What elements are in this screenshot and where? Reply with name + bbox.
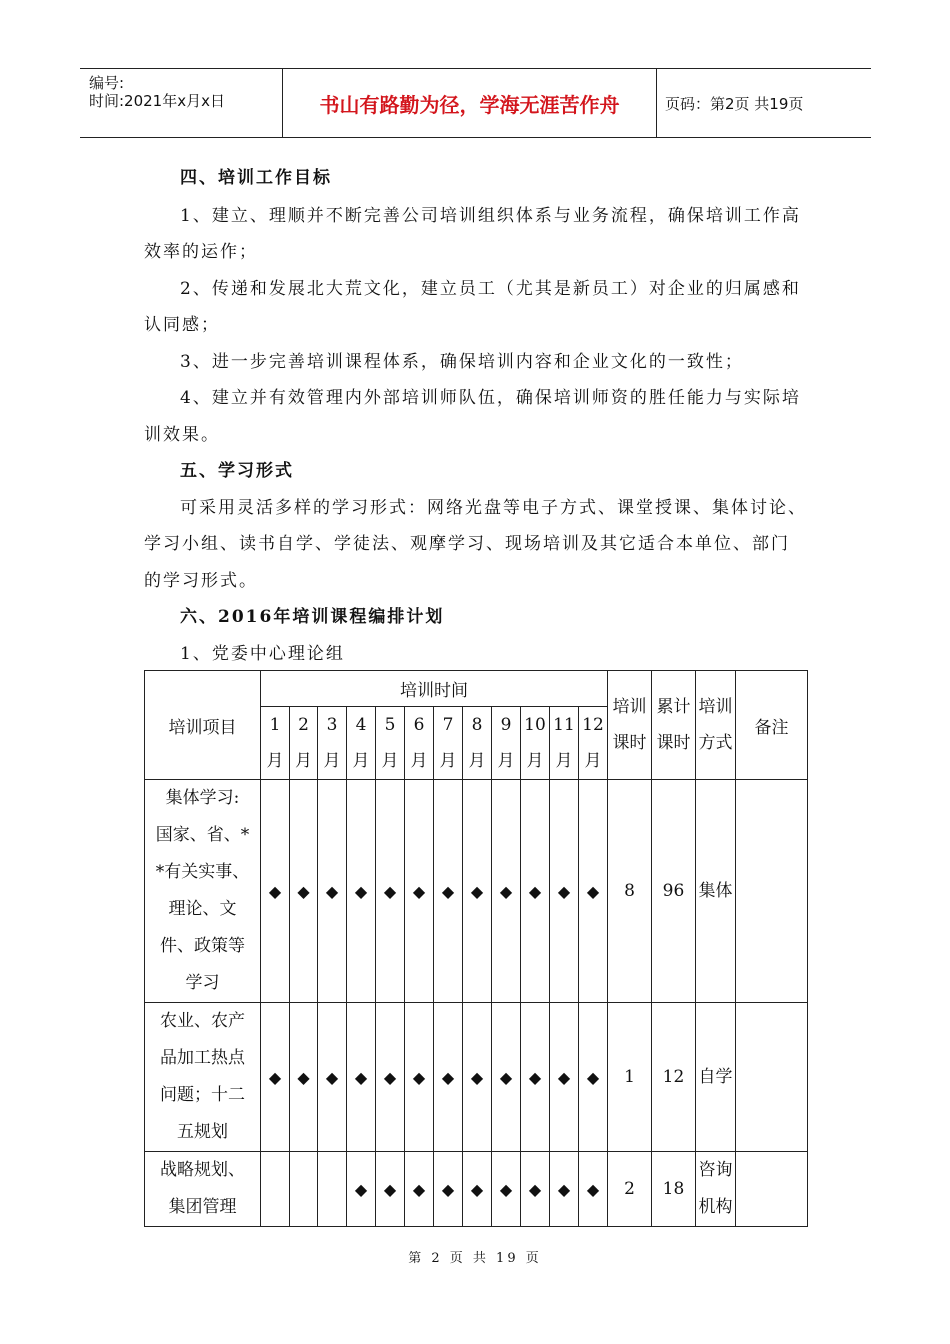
paragraph: 认同感； (144, 315, 220, 335)
month-header-12 (579, 707, 608, 780)
month-suffix: 月 (555, 751, 573, 771)
month-number: 7 (442, 715, 454, 735)
month-suffix: 月 (381, 751, 399, 771)
schedule-marker-icon: ◆ (586, 1067, 600, 1087)
schedule-marker-icon: ◆ (557, 1179, 571, 1199)
month-suffix: 月 (352, 751, 370, 771)
month-cell-10 (521, 780, 550, 1003)
training-item-cell (145, 1003, 261, 1152)
month-cell-11 (550, 1003, 579, 1152)
month-cell-12 (579, 1152, 608, 1227)
schedule-marker-icon: ◆ (354, 1179, 368, 1199)
schedule-marker-icon: ◆ (470, 1179, 484, 1199)
month-cell-7 (434, 780, 463, 1003)
schedule-marker-icon: ◆ (441, 1179, 455, 1199)
month-cell-7 (434, 1003, 463, 1152)
training-mode-text: 咨询 (698, 1160, 733, 1180)
month-cell-9 (492, 780, 521, 1003)
month-cell-4 (347, 1003, 376, 1152)
month-suffix: 月 (410, 751, 428, 771)
number-label: 编号: (89, 74, 125, 92)
month-number: 9 (500, 715, 512, 735)
paragraph: 学习小组、读书自学、学徒法、观摩学习、现场培训及其它适合本单位、部门 (144, 534, 790, 554)
month-cell-10 (521, 1003, 550, 1152)
subsection-title: 1、党委中心理论组 (180, 644, 345, 664)
col-mode-header (696, 671, 736, 780)
month-header-7 (434, 707, 463, 780)
schedule-marker-icon: ◆ (383, 881, 397, 901)
paragraph: 的学习形式。 (144, 571, 258, 591)
col-total-header (652, 671, 696, 780)
schedule-marker-icon: ◆ (528, 1179, 542, 1199)
header-text: 课时 (612, 733, 647, 753)
col-item-header: 培训项目 (145, 671, 261, 780)
month-suffix: 月 (439, 751, 457, 771)
month-cell-11 (550, 780, 579, 1003)
month-cell-9 (492, 1003, 521, 1152)
schedule-marker-icon: ◆ (297, 1067, 310, 1087)
training-item-text: 五规划 (177, 1122, 228, 1142)
header-motto: 书山有路勤为径，学海无涯苦作舟 (282, 69, 657, 137)
month-cell-2 (290, 780, 318, 1003)
month-cell-5 (376, 1003, 405, 1152)
month-cell-3 (318, 780, 347, 1003)
month-header-1 (261, 707, 290, 780)
month-cell-7 (434, 1152, 463, 1227)
month-header-5 (376, 707, 405, 780)
month-number: 10 (524, 715, 546, 735)
month-cell-12 (579, 1003, 608, 1152)
cumulative-hours-cell: 12 (652, 1003, 696, 1152)
training-mode-cell (696, 1152, 736, 1227)
month-cell-12 (579, 780, 608, 1003)
training-item-text: 集体学习: (165, 788, 240, 808)
schedule-marker-icon: ◆ (354, 881, 368, 901)
paragraph: 2、传递和发展北大荒文化，建立员工（尤其是新员工）对企业的归属感和 (180, 279, 801, 299)
header-text: 方式 (698, 733, 733, 753)
col-note-header: 备注 (736, 671, 808, 780)
training-item-cell (145, 780, 261, 1003)
schedule-marker-icon: ◆ (412, 1179, 426, 1199)
training-hours-cell: 2 (608, 1152, 652, 1227)
col-hours-header (608, 671, 652, 780)
training-item-text: 件、政策等 (160, 936, 245, 956)
month-cell-8 (463, 1152, 492, 1227)
schedule-marker-icon: ◆ (383, 1067, 397, 1087)
note-cell (736, 780, 808, 1003)
training-mode-cell (696, 1003, 736, 1152)
month-cell-4 (347, 780, 376, 1003)
paragraph: 1、建立、理顺并不断完善公司培训组织体系与业务流程，确保培训工作高 (180, 206, 801, 226)
header-meta (80, 69, 282, 137)
month-cell-1 (261, 1152, 290, 1227)
schedule-marker-icon: ◆ (412, 1067, 426, 1087)
month-cell-9 (492, 1152, 521, 1227)
cumulative-hours-cell: 18 (652, 1152, 696, 1227)
section-5-title: 五、学习形式 (180, 461, 294, 481)
training-item-text: 集团管理 (168, 1197, 237, 1217)
note-cell (736, 1152, 808, 1227)
paragraph: 训效果。 (144, 425, 220, 445)
time-label: 时间:2021年x月x日 (89, 92, 225, 110)
header-text: 课时 (656, 733, 691, 753)
header-text: 培训 (612, 697, 647, 717)
schedule-marker-icon: ◆ (557, 881, 571, 901)
month-cell-4 (347, 1152, 376, 1227)
header-text: 累计 (656, 697, 691, 717)
schedule-marker-icon: ◆ (441, 881, 455, 901)
month-cell-11 (550, 1152, 579, 1227)
month-header-11 (550, 707, 579, 780)
paragraph: 3、进一步完善培训课程体系，确保培训内容和企业文化的一致性； (180, 352, 744, 372)
month-header-4 (347, 707, 376, 780)
schedule-marker-icon: ◆ (499, 1179, 513, 1199)
month-cell-10 (521, 1152, 550, 1227)
month-number: 5 (384, 715, 396, 735)
page-footer: 第 2 页 共 19 页 (408, 1251, 542, 1266)
schedule-marker-icon: ◆ (325, 1067, 339, 1087)
training-mode-text: 机构 (698, 1197, 733, 1217)
month-suffix: 月 (468, 751, 486, 771)
paragraph: 4、建立并有效管理内外部培训师队伍，确保培训师资的胜任能力与实际培 (180, 388, 801, 408)
month-number: 1 (269, 715, 281, 735)
month-cell-3 (318, 1003, 347, 1152)
month-header-6 (405, 707, 434, 780)
table-row (145, 780, 808, 1003)
training-item-text: 理论、文 (168, 899, 237, 919)
training-item-text: *有关实事、 (155, 862, 250, 882)
schedule-marker-icon: ◆ (499, 881, 513, 901)
month-cell-3 (318, 1152, 347, 1227)
month-cell-8 (463, 780, 492, 1003)
month-cell-2 (290, 1003, 318, 1152)
col-time-header: 培训时间 (261, 671, 608, 707)
month-cell-6 (405, 1152, 434, 1227)
month-header-9 (492, 707, 521, 780)
schedule-marker-icon: ◆ (354, 1067, 368, 1087)
month-suffix: 月 (323, 751, 341, 771)
month-number: 6 (413, 715, 425, 735)
training-item-text: 农业、农产 (160, 1011, 245, 1031)
table-row (145, 1003, 808, 1152)
schedule-marker-icon: ◆ (528, 1067, 542, 1087)
schedule-marker-icon: ◆ (268, 1067, 282, 1087)
training-mode-cell (696, 780, 736, 1003)
month-number: 2 (298, 715, 309, 735)
schedule-marker-icon: ◆ (412, 881, 426, 901)
schedule-marker-icon: ◆ (499, 1067, 513, 1087)
month-number: 8 (471, 715, 483, 735)
schedule-marker-icon: ◆ (528, 881, 542, 901)
month-suffix: 月 (295, 751, 312, 771)
training-item-text: 品加工热点 (160, 1048, 245, 1068)
training-item-text: 战略规划、 (160, 1160, 245, 1180)
training-item-text: 问题；十二 (160, 1085, 245, 1105)
training-mode-text: 自学 (698, 1066, 733, 1087)
table-row (145, 1152, 808, 1227)
schedule-marker-icon: ◆ (470, 1067, 484, 1087)
schedule-marker-icon: ◆ (441, 1067, 455, 1087)
month-suffix: 月 (266, 751, 284, 771)
header-page-info: 页码：第2页 共19页 (665, 94, 804, 113)
month-number: 11 (553, 715, 575, 735)
schedule-marker-icon: ◆ (268, 881, 282, 901)
training-plan-table (144, 670, 808, 1227)
training-item-text: 学习 (185, 973, 220, 993)
month-cell-2 (290, 1152, 318, 1227)
month-cell-5 (376, 1152, 405, 1227)
month-cell-1 (261, 780, 290, 1003)
month-header-8 (463, 707, 492, 780)
schedule-marker-icon: ◆ (586, 1179, 600, 1199)
cumulative-hours-cell: 96 (652, 780, 696, 1003)
schedule-marker-icon: ◆ (557, 1067, 571, 1087)
note-cell (736, 1003, 808, 1152)
month-header-10 (521, 707, 550, 780)
training-hours-cell: 8 (608, 780, 652, 1003)
month-suffix: 月 (497, 751, 515, 771)
month-cell-5 (376, 780, 405, 1003)
paragraph: 可采用灵活多样的学习形式：网络光盘等电子方式、课堂授课、集体讨论、 (180, 498, 807, 518)
training-mode-text: 集体 (698, 880, 733, 901)
document-header (80, 68, 871, 138)
paragraph: 效率的运作； (144, 242, 258, 262)
table-header-row (145, 671, 808, 707)
month-cell-6 (405, 780, 434, 1003)
section-4-title: 四、培训工作目标 (180, 168, 332, 188)
section-6-title: 六、2016年培训课程编排计划 (180, 607, 445, 627)
header-text: 培训 (698, 697, 733, 717)
month-number: 4 (355, 715, 367, 735)
month-header-3 (318, 707, 347, 780)
schedule-marker-icon: ◆ (470, 881, 484, 901)
month-number: 12 (582, 715, 604, 735)
training-hours-cell: 1 (608, 1003, 652, 1152)
schedule-marker-icon: ◆ (325, 881, 339, 901)
month-suffix: 月 (584, 751, 602, 771)
schedule-marker-icon: ◆ (297, 881, 310, 901)
month-header-2 (290, 707, 318, 780)
table-body (145, 780, 808, 1227)
training-item-text: 国家、省、* (155, 825, 250, 845)
month-number: 3 (326, 715, 338, 735)
training-item-cell (145, 1152, 261, 1227)
schedule-marker-icon: ◆ (383, 1179, 397, 1199)
schedule-marker-icon: ◆ (586, 881, 600, 901)
month-cell-8 (463, 1003, 492, 1152)
month-cell-6 (405, 1003, 434, 1152)
month-suffix: 月 (526, 751, 544, 771)
month-cell-1 (261, 1003, 290, 1152)
